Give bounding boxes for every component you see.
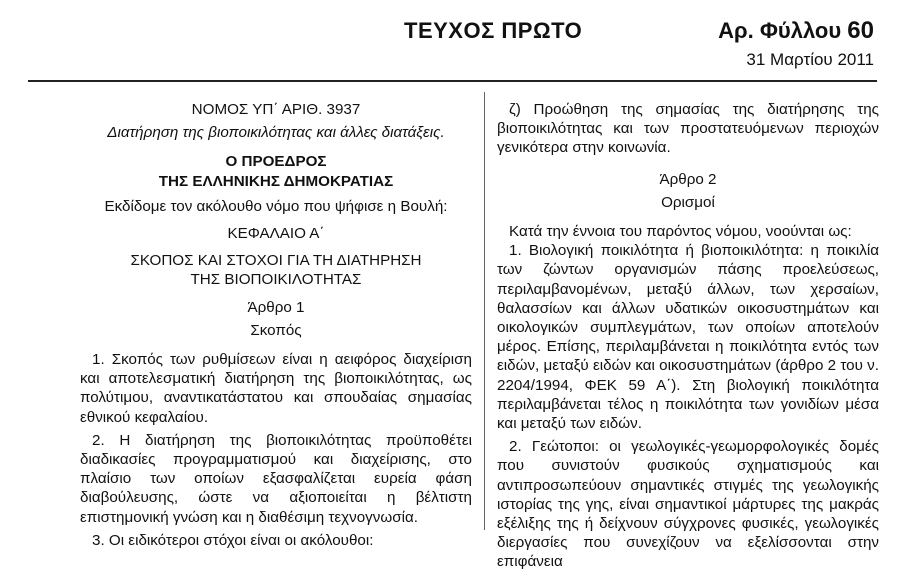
sheet-number: 60 — [847, 17, 874, 44]
chapter-title-line2: ΤΗΣ ΒΙΟΠΟΙΚΙΛΟΤΗΤΑΣ — [190, 271, 362, 289]
article-1-paragraph-3: 3. Οι ειδικότεροι στόχοι είναι οι ακόλουθοι: — [92, 531, 374, 549]
law-title: Διατήρηση της βιοποικιλότητας και άλλες διατάξεις. — [107, 124, 445, 142]
definitions-intro: Κατά την έννοια του παρόντος νόμου, νοούνται ως: — [509, 223, 852, 241]
chapter-heading: ΚΕΦΑΛΑΙΟ Α΄ — [227, 225, 325, 243]
left-column — [80, 100, 472, 550]
definition-2: 2. Γεώτοποι: οι γεωλογικές-γεωμορφολογικές δομές που συνιστούν φυσικούς σχηματισμούς και αντιπροσωπεύουν σημαντικές στιγμές της γεωλογικής ιστορίας της γης, είναι σημαντικοί μάρτυρες της μακράς εξέλιξης της ή δείχνουν σύγχρονες φυσικές, γεωλογικές διεργασίες που συνεχίζουν να εξελίσσονται στην επιφάνεια — [497, 438, 879, 571]
sheet-number-block — [718, 17, 874, 45]
article-2-heading: Άρθρο 2 — [659, 170, 717, 188]
issue-date: 31 Μαρτίου 2011 — [746, 50, 874, 69]
article-1-title: Σκοπός — [250, 321, 302, 339]
goal-item-z: ζ) Προώθηση της σημασίας της διατήρησης της βιοποικιλότητας και των προστατευόμενων περιοχών γενικότερα στην κοινωνία. — [497, 101, 879, 157]
issue-title: ΤΕΥΧΟΣ ΠΡΩΤΟ — [404, 18, 583, 43]
right-column — [497, 100, 879, 572]
article-1-heading: Άρθρο 1 — [247, 298, 305, 316]
president-heading-line1: Ο ΠΡΟΕΔΡΟΣ — [225, 153, 327, 171]
article-1-paragraph-1: 1. Σκοπός των ρυθμίσεων είναι η αειφόρος διαχείριση και αποτελεσματική διατήρηση της βιοποικιλότητας, ως πολύτιμου, αναντικατάστατου και σπουδαίας σημασίας εθνικού κεφαλαίου. — [80, 351, 472, 426]
law-number: ΝΟΜΟΣ ΥΠ΄ ΑΡΙΘ. 3937 — [191, 101, 361, 118]
header-divider — [28, 80, 877, 82]
chapter-title-line1: ΣΚΟΠΟΣ ΚΑΙ ΣΤΟΧΟΙ ΓΙΑ ΤΗ ΔΙΑΤΗΡΗΣΗ — [130, 252, 422, 270]
definition-1: 1. Βιολογική ποικιλότητα ή βιοποικιλότητα: η ποικιλία των ζώντων οργανισμών πάσης προελεύσεως, περιλαμβανομένων, μεταξύ άλλων, των χερσαίων, θαλασσίων και άλλων υδατικών οικοσυστημάτων και οικολογικών συμπλεγμάτων, των οποίων αποτελούν μέρος. Επίσης, περιλαμβάνεται η ποικιλότητα εντός των ειδών, μεταξύ ειδών και οικοσυστημάτων (άρθρο 2 του ν. 2204/1994, ΦΕΚ 59 Α΄). Στη βιολογική ποικιλότητα περιλαμβάνεται τέλος η ποικιλότητα των γονιδίων μέσα και μεταξύ των ειδών. — [497, 242, 879, 433]
promulgation-text: Εκδίδομε τον ακόλουθο νόμο που ψήφισε η Βουλή: — [104, 197, 448, 215]
president-heading-line2: ΤΗΣ ΕΛΛΗΝΙΚΗΣ ΔΗΜΟΚΡΑΤΙΑΣ — [158, 172, 394, 190]
article-1-paragraph-2: 2. Η διατήρηση της βιοποικιλότητας προϋποθέτει διαδικασίες προγραμματισμού και διαχείρισης, στο πλαίσιο των οποίων εξασφαλίζεται ευρεία φάση διαβούλευσης, ώστε να αξιοποιείται η βέλτιστη επιστημονική γνώση και η διαθέσιμη τεχνογνωσία. — [80, 431, 472, 526]
sheet-label: Αρ. Φύλλου — [718, 18, 842, 43]
article-2-title: Ορισμοί — [661, 193, 715, 211]
column-divider — [484, 92, 485, 530]
